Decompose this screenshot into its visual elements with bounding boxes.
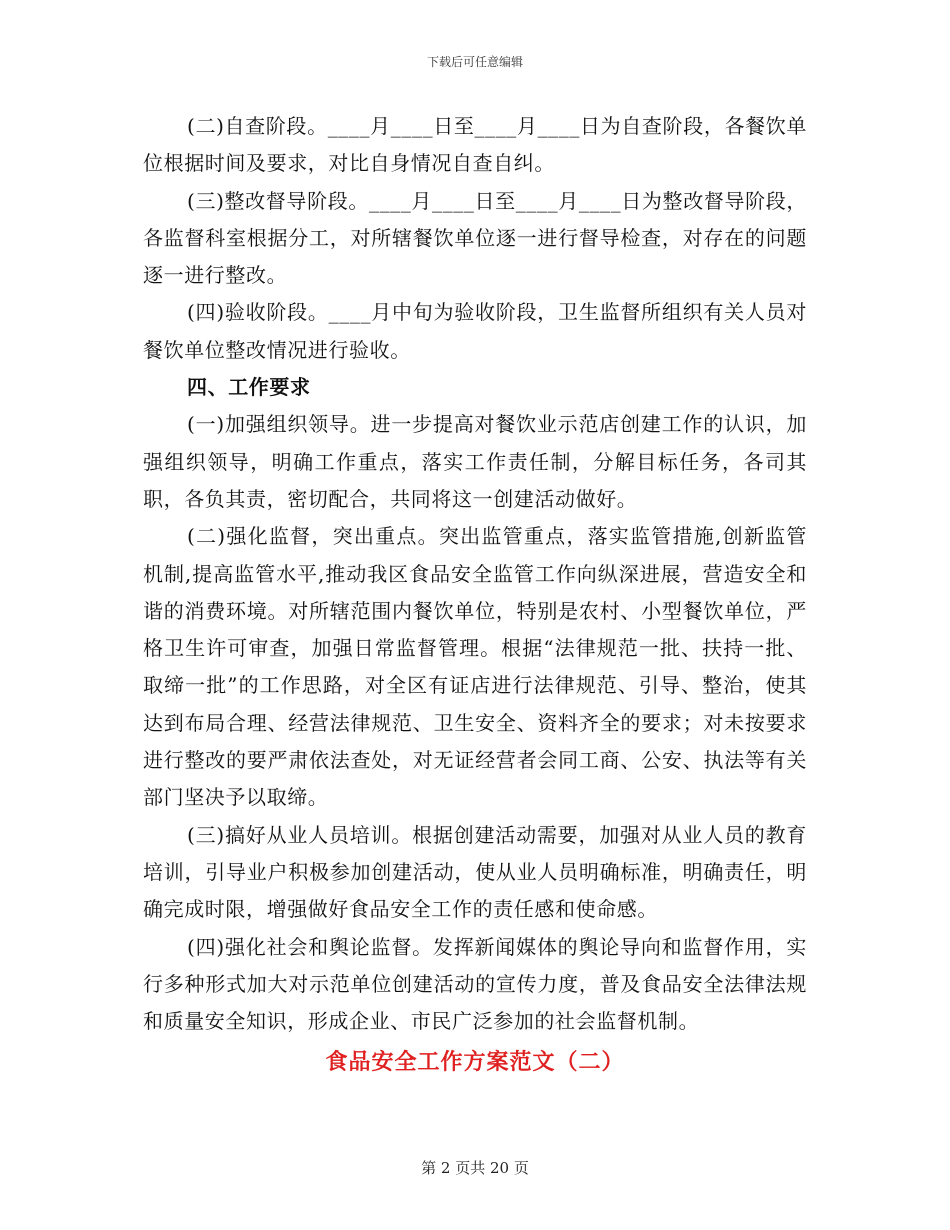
paragraph-public-supervision: (四)强化社会和舆论监督。发挥新闻媒体的舆论导向和监督作用，实行多种形式加大对示范单位创建活动的宣传力度，普及食品安全法律法规和质量安全知识，形成企业、市民广泛参加的社会监督机制。 xyxy=(143,934,807,1034)
document-body xyxy=(143,108,807,1082)
page-header: 下载后可任意编辑 xyxy=(426,55,523,69)
paragraph-acceptance-stage: (四)验收阶段。____月中旬为验收阶段，卫生监督所组织有关人员对餐饮单位整改情况进行验收。 xyxy=(143,300,807,362)
paragraph-strengthen-supervision: (二)强化监督，突出重点。突出监管重点，落实监管措施,创新监管机制,提高监管水平,推动我区食品安全监管工作向纵深进展，营造安全和谐的消费环境。对所辖范围内餐饮单位，特别是农村、小型餐饮单位，严格卫生许可审查，加强日常监督管理。根据“法律规范一批、扶持一批、取缔一批”的工作思路，对全区有证店进行法律规范、引导、整治，使其达到布局合理、经营法律规范、卫生安全、资料齐全的要求；对未按要求进行整改的要严肃依法查处，对无证经营者会同工商、公安、执法等有关部门坚决予以取缔。 xyxy=(143,524,807,810)
document-title: 食品安全工作方案范文（二） xyxy=(325,1049,625,1076)
paragraph-staff-training: (三)搞好从业人员培训。根据创建活动需要，加强对从业人员的教育培训，引导业户积极参加创建活动，使从业人员明确标准，明确责任，明确完成时限，增强做好食品安全工作的责任感和使命感。 xyxy=(143,822,807,922)
paragraph-rectification-stage: (三)整改督导阶段。____月____日至____月____日为整改督导阶段，各监督科室根据分工，对所辖餐饮单位逐一进行督导检查，对存在的问题逐一进行整改。 xyxy=(143,188,807,288)
section-heading-work-requirements: 四、工作要求 xyxy=(187,375,311,400)
paragraph-self-check-stage: (二)自查阶段。____月____日至____月____日为自查阶段，各餐饮单位根据时间及要求，对比自身情况自查自纠。 xyxy=(143,114,807,176)
page-number-footer: 第 2 页共 20 页 xyxy=(421,1159,529,1177)
paragraph-organizational-leadership: (一)加强组织领导。进一步提高对餐饮业示范店创建工作的认识，加强组织领导，明确工作重点，落实工作责任制，分解目标任务，各司其职，各负其责，密切配合，共同将这一创建活动做好。 xyxy=(143,412,807,511)
